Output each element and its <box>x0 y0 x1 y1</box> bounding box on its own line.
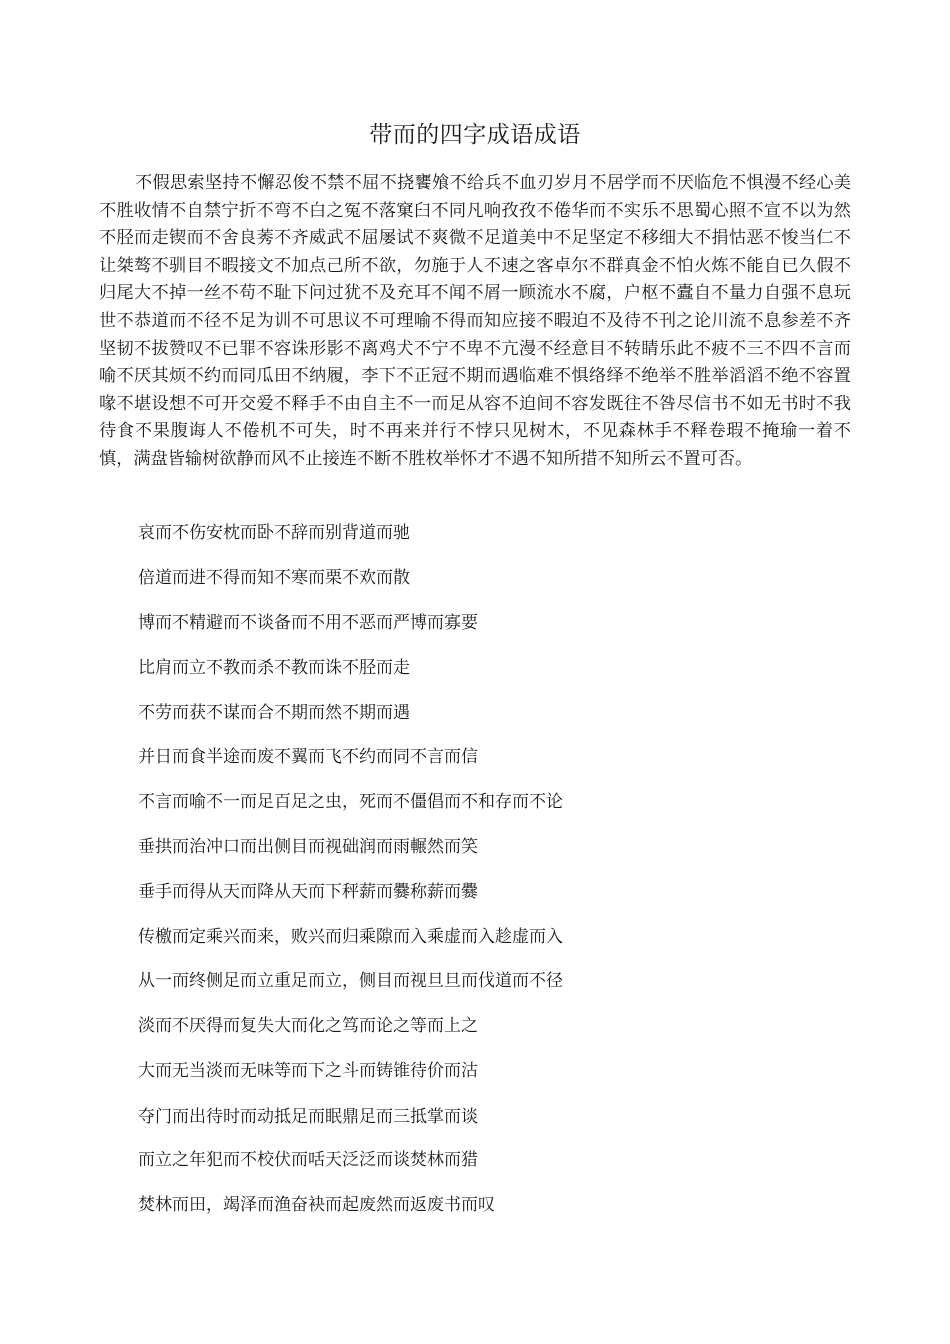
idiom-line: 从一而终侧足而立重足而立，侧目而视旦旦而伐道而不径 <box>138 971 563 991</box>
idiom-line: 而立之年犯而不校伏而咶天泛泛而谈焚林而猎 <box>138 1150 478 1170</box>
idiom-line: 传檄而定乘兴而来，败兴而归乘隙而入乘虚而入趁虚而入 <box>138 927 563 947</box>
intro-paragraph: 不假思索坚持不懈忍俊不禁不屈不挠饔飧不给兵不血刃岁月不居学而不厌临危不惧漫不经心美不胜收情不自禁宁折不弯不白之冤不落窠臼不同凡响孜孜不倦华而不实乐不思蜀心照不宣不以为然不胫而走锲而不舍良莠不齐威武不屈屡试不爽微不足道美中不足坚定不移细大不捐怙恶不悛当仁不让桀骜不驯目不暇接文不加点己所不欲，勿施于人不速之客卓尔不群真金不怕火炼不能自已久假不归尾大不掉一丝不苟不耻下问过犹不及充耳不闻不屑一顾流水不腐，户枢不蠹自不量力自强不息玩世不恭道而不径不足为训不可思议不可理喻不得而知应接不暇迫不及待不刊之论川流不息参差不齐坚韧不拔赞叹不已罪不容诛形影不离鸡犬不宁不卑不亢漫不经意目不转睛乐此不疲不三不四不言而喻不厌其烦不约而同瓜田不纳履，李下不正冠不期而遇临难不惧络绎不绝举不胜举滔滔不绝不容置喙不堪设想不可开交爱不释手不由自主不一而足从容不迫间不容发既往不咎尽信书不如无书时不我待食不果腹诲人不倦机不可失，时不再来并行不悖只见树木，不见森林手不释卷瑕不掩瑜一着不慎，满盘皆输树欲静而风不止接连不断不胜枚举怀才不遇不知所措不知所云不置可否。 <box>99 173 851 469</box>
document-title: 带而的四字成语成语 <box>369 122 581 148</box>
idiom-line: 倍道而进不得而知不寒而栗不欢而散 <box>138 568 410 588</box>
idiom-line: 垂手而得从天而降从天而下秤薪而爨称薪而爨 <box>138 882 478 902</box>
idiom-line: 不劳而获不谋而合不期而然不期而遇 <box>138 703 410 723</box>
idiom-line: 博而不精避而不谈备而不用不恶而严博而寡要 <box>138 613 478 633</box>
idiom-line: 比肩而立不教而杀不教而诛不胫而走 <box>138 658 410 678</box>
idiom-line: 垂拱而治冲口而出侧目而视础润而雨輾然而笑 <box>138 837 478 857</box>
idiom-line: 大而无当淡而无味等而下之斗而铸锥待价而沽 <box>138 1061 478 1081</box>
idiom-line: 夺门而出待时而动抵足而眠鼎足而三抵掌而谈 <box>138 1107 478 1127</box>
idiom-line: 焚林而田，竭泽而渔奋袂而起废然而返废书而叹 <box>138 1195 495 1215</box>
idiom-line: 并日而食半途而废不翼而飞不约而同不言而信 <box>138 747 478 767</box>
idiom-line: 不言而喻不一而足百足之虫，死而不僵倡而不和存而不论 <box>138 792 563 812</box>
idiom-line: 淡而不厌得而复失大而化之笃而论之等而上之 <box>138 1016 478 1036</box>
idiom-line: 哀而不伤安枕而卧不辞而别背道而驰 <box>138 523 410 543</box>
